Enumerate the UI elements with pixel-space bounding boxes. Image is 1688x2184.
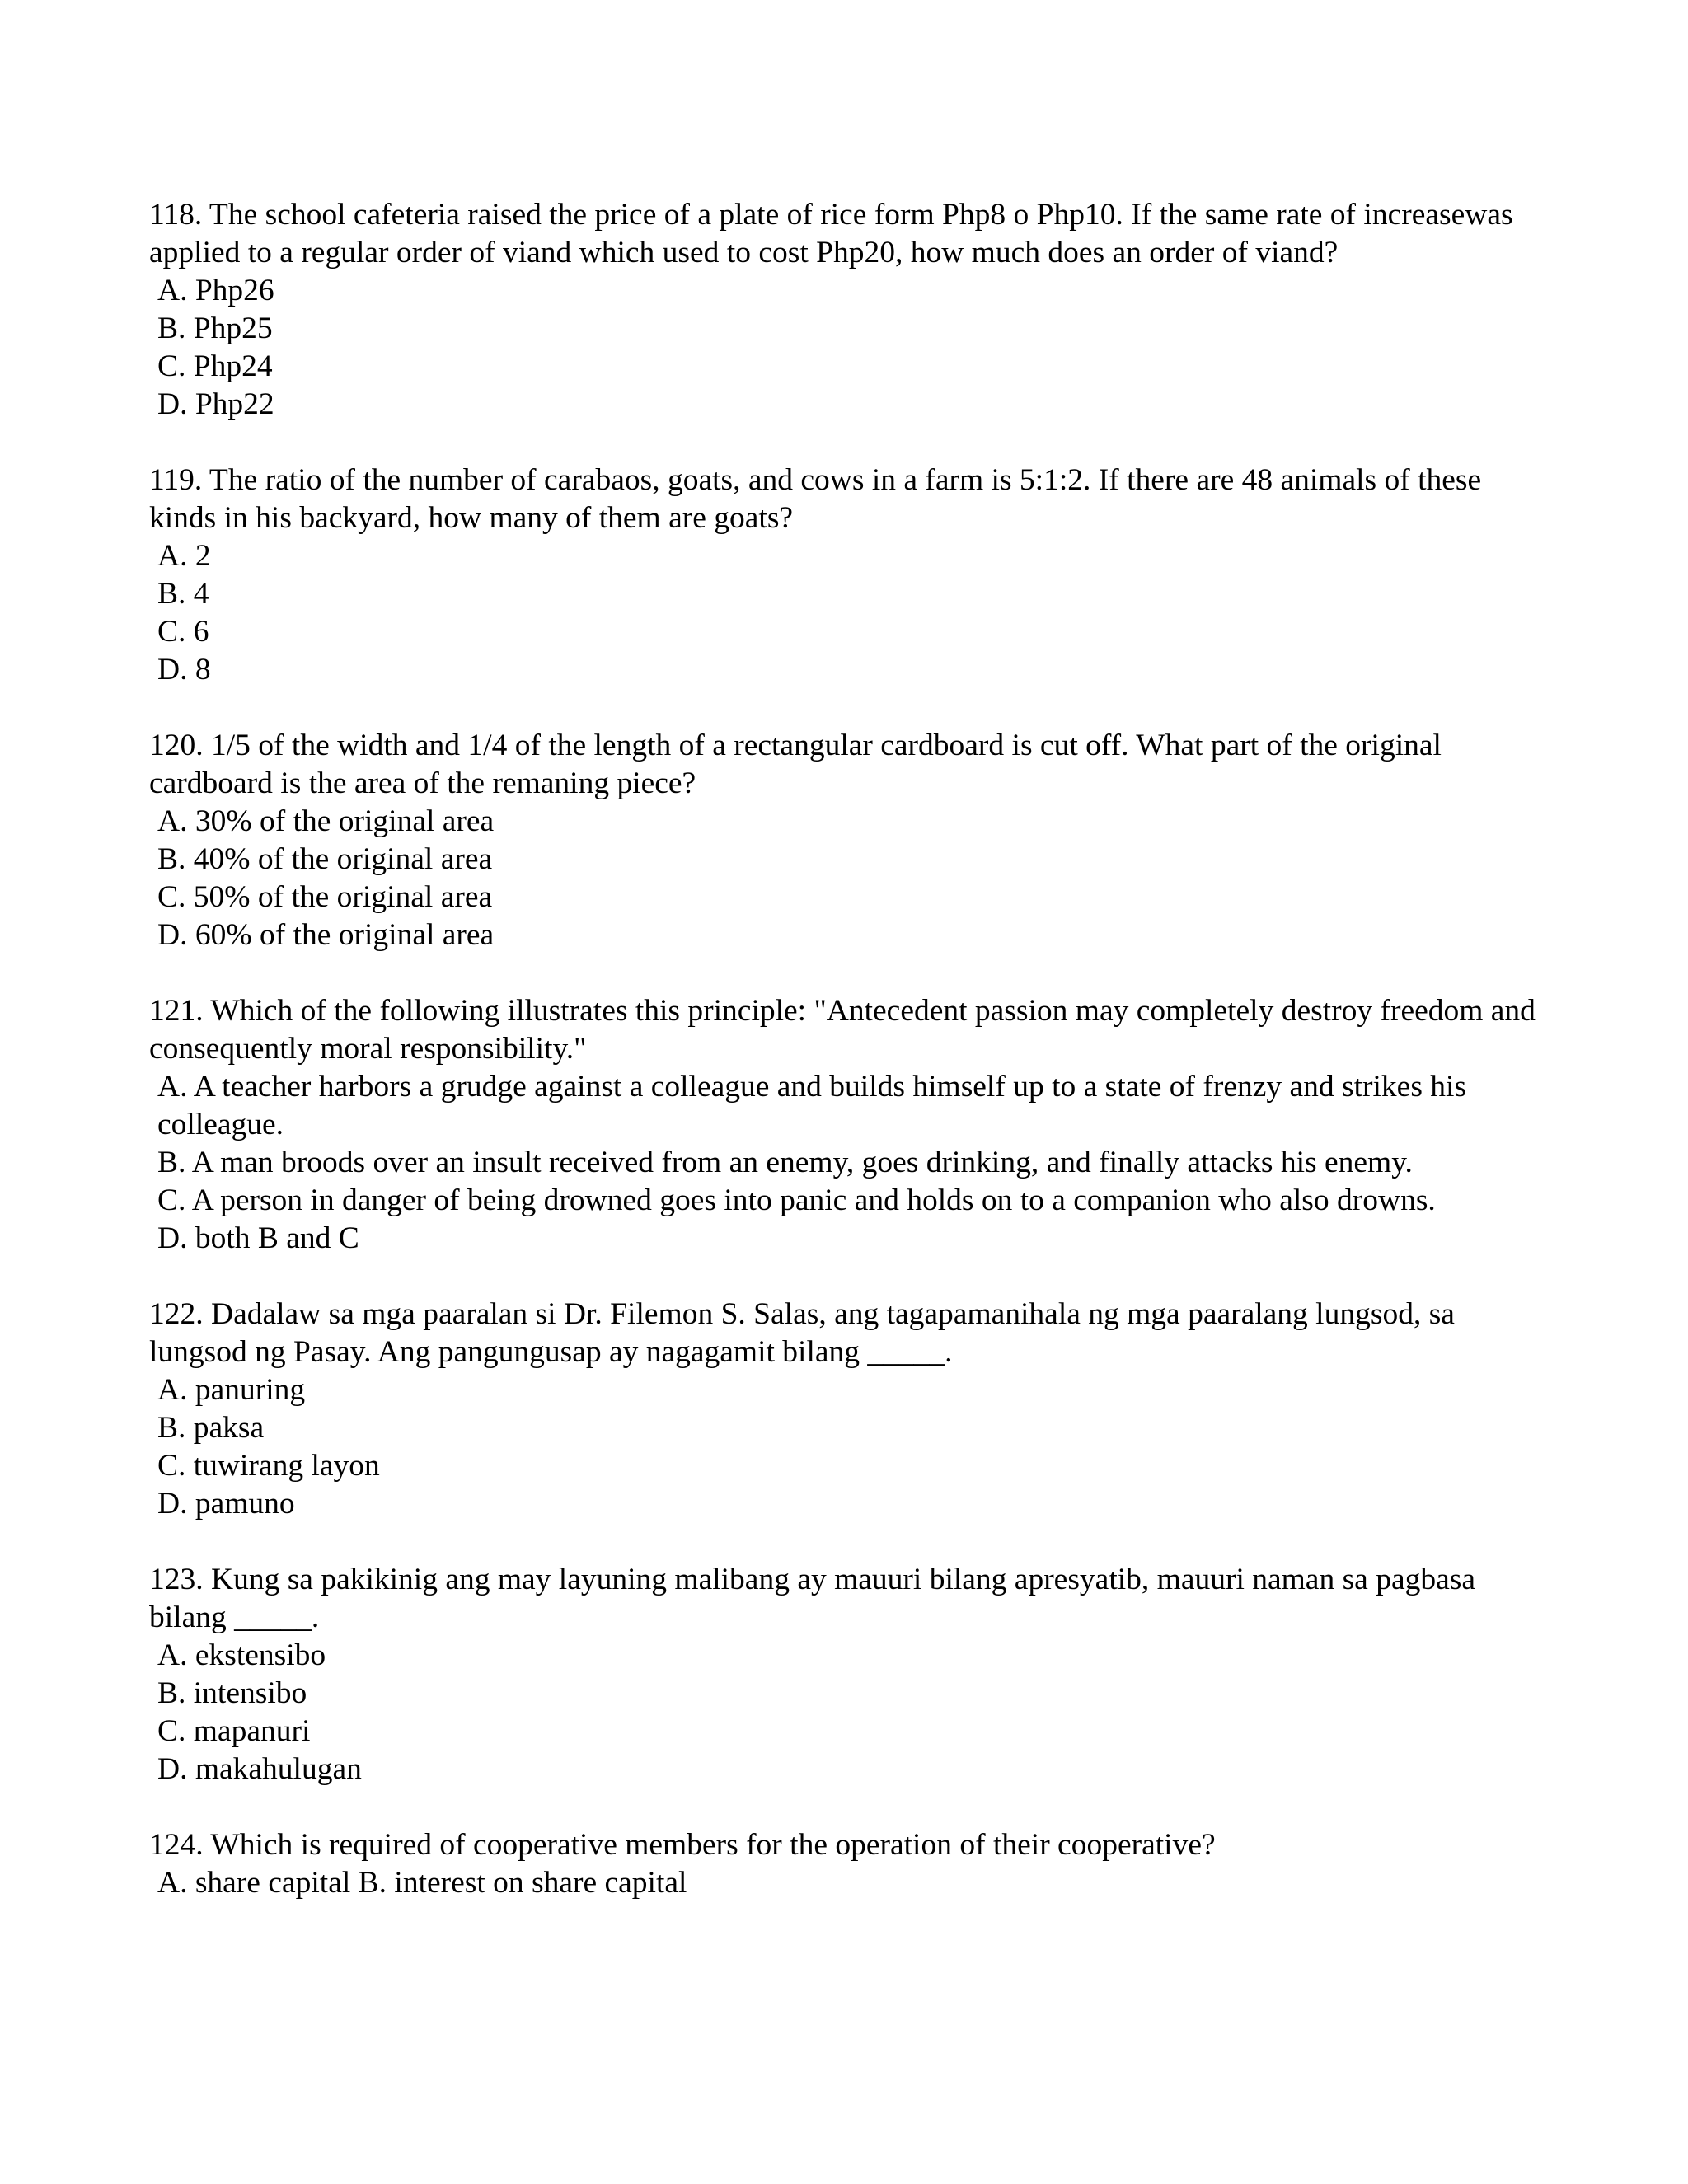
question-stem: 124. Which is required of cooperative members for the operation of their cooperative? (149, 1828, 1216, 1862)
choice-a: A. 2 (157, 539, 211, 573)
choice-a-b: A. share capital B. interest on share capital (157, 1866, 687, 1900)
choice-d: D. 60% of the original area (157, 918, 495, 952)
question-124 (149, 1826, 1550, 1902)
choice-c: C. 50% of the original area (157, 880, 493, 914)
choice-b: B. intensibo (157, 1676, 307, 1710)
choice-c: C. Php24 (157, 349, 273, 383)
question-121 (149, 992, 1550, 1258)
question-122 (149, 1296, 1550, 1523)
choice-b: B. A man broods over an insult received from an enemy, goes drinking, and finally attacks his enemy. (157, 1146, 1413, 1179)
question-119 (149, 462, 1550, 689)
choice-b: B. Php25 (157, 312, 273, 345)
question-stem: 119. The ratio of the number of carabaos, goats, and cows in a farm is 5:1:2. If there are 48 animals of these kinds in his backyard, how many of them are goats? (149, 463, 1482, 535)
question-120 (149, 727, 1550, 954)
choice-b: B. 4 (157, 577, 209, 611)
question-123 (149, 1561, 1550, 1788)
choice-c: C. A person in danger of being drowned goes into panic and holds on to a companion who also drowns. (157, 1183, 1436, 1217)
question-list (149, 196, 1550, 1940)
question-stem: 118. The school cafeteria raised the price of a plate of rice form Php8 o Php10. If the same rate of increasewas applied to a regular order of viand which used to cost Php20, how much does an order of viand? (149, 198, 1513, 269)
choice-c: C. tuwirang layon (157, 1449, 380, 1483)
choice-a: A. panuring (157, 1373, 306, 1407)
choice-b: B. paksa (157, 1411, 265, 1445)
choice-d: D. Php22 (157, 387, 274, 421)
question-stem: 121. Which of the following illustrates this principle: "Antecedent passion may completely destroy freedom and consequently moral responsibility." (149, 994, 1536, 1066)
choice-d: D. pamuno (157, 1487, 295, 1521)
question-118 (149, 196, 1550, 424)
choice-c: C. mapanuri (157, 1714, 311, 1748)
choice-d: D. makahulugan (157, 1752, 362, 1786)
choice-a: A. 30% of the original area (157, 804, 495, 838)
question-stem: 122. Dadalaw sa mga paaralan si Dr. Filemon S. Salas, ang tagapamanihala ng mga paaralang lungsod, sa lungsod ng Pasay. Ang pangungusap ay nagagamit bilang _____. (149, 1297, 1455, 1369)
choice-c: C. 6 (157, 615, 209, 649)
question-stem: 120. 1/5 of the width and 1/4 of the length of a rectangular cardboard is cut off. What part of the original cardboard is the area of the remaning piece? (149, 729, 1442, 800)
choice-a: A. ekstensibo (157, 1638, 326, 1672)
question-stem: 123. Kung sa pakikinig ang may layuning malibang ay mauuri bilang apresyatib, mauuri naman sa pagbasa bilang _____. (149, 1563, 1475, 1634)
choice-b: B. 40% of the original area (157, 842, 493, 876)
choice-d: D. both B and C (157, 1221, 359, 1255)
choice-d: D. 8 (157, 653, 211, 687)
choice-a: A. A teacher harbors a grudge against a colleague and builds himself up to a state of frenzy and strikes his colleague. (157, 1070, 1467, 1141)
choice-a: A. Php26 (157, 274, 274, 307)
